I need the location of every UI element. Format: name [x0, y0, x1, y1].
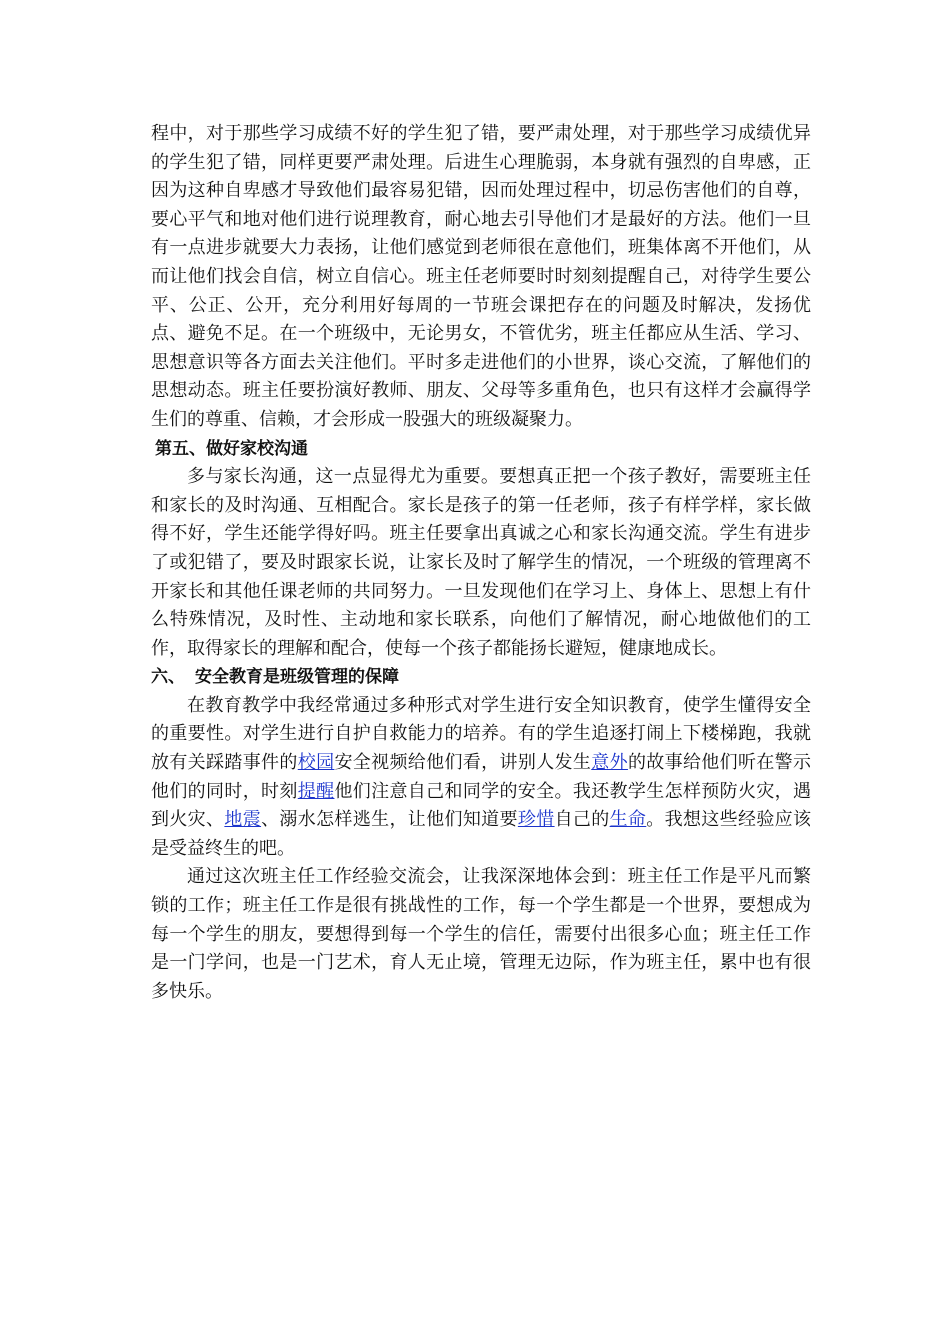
life-link[interactable]: 生命 [609, 809, 647, 831]
home-school-paragraph: 多与家长沟通，这一点显得尤为重要。要想真正把一个孩子教好，需要班主任和家长的及时沟通、互相配合。家长是孩子的第一任老师，孩子有样学样，家长做得不好，学生还能学得好吗。班主任要拿出真诚之心和家长沟通交流。学生有进步了或犯错了，要及时跟家长说，让家长及时了解学生的情况，一个班级的管理离不开家长和其他任课老师的共同努力。一旦发现他们在学习上、身体上、思想上有什么特殊情况，及时性、主动地和家长联系，向他们了解情况，耐心地做他们的工作，取得家长的理解和配合，使每一个孩子都能扬长避短，健康地成长。 [151, 466, 811, 659]
cherish-link[interactable]: 珍惜 [517, 809, 555, 831]
campus-link[interactable]: 校园 [297, 752, 335, 774]
continued-paragraph: 程中，对于那些学习成绩不好的学生犯了错，要严肃处理，对于那些学习成绩优异的学生犯了错，同样更要严肃处理。后进生心理脆弱，本身就有强烈的自卑感，正因为这种自卑感才导致他们最容易犯错，因而处理过程中，切忌伤害他们的自尊，要心平气和地对他们进行说理教育，耐心地去引导他们才是最好的方法。他们一旦有一点进步就要大力表扬，让他们感觉到老师很在意他们，班集体离不开他们，从而让他们找会自信，树立自信心。班主任老师要时时刻刻提醒自己，对待学生要公平、公正、公开，充分利用好每周的一节班会课把存在的问题及时解决，发扬优点、避免不足。在一个班级中，无论男女，不管优劣，班主任都应从生活、学习、思想意识等各方面去关注他们。平时多走进他们的小世界，谈心交流，了解他们的思想动态。班主任要扮演好教师、朋友、父母等多重角色，也只有这样才会赢得学生们的尊重、信赖，才会形成一股强大的班级凝聚力。 [151, 123, 811, 430]
safety-text: 在教育教学中我经常通过多种形式对学生进行安全知识教育，使学生懂得安全的重要性。对学生进行自护自救能力的培养。有的学生追逐打闹上下楼梯跑，我就放有关踩踏事件的 [151, 694, 811, 774]
safety-text: 的故事给他们听在警示他们的同时，时刻 [151, 752, 812, 802]
section-heading-5: 第五、做好家校沟通 [155, 438, 308, 459]
safety-text: 安全视频给他们看，讲别人发生 [334, 752, 592, 774]
safety-paragraph [151, 692, 811, 864]
safety-text: 。我想这些经验应该是受益终生的吧。 [151, 809, 812, 859]
safety-text: 、溺水怎样逃生，让他们知道要 [261, 809, 518, 831]
earthquake-link[interactable]: 地震 [224, 809, 262, 831]
conclusion-paragraph: 通过这次班主任工作经验交流会，让我深深地体会到：班主任工作是平凡而繁锁的工作；班主任工作是很有挑战性的工作，每一个学生都是一个世界，要想成为每一个学生的朋友，要想得到每一个学生的信任，需要付出很多心血；班主任工作是一门学问，也是一门艺术，育人无止境，管理无边际，作为班主任，累中也有很多快乐。 [151, 866, 811, 1002]
safety-text: 他们注意自己和同学的安全。我还教学生怎样预防火灾，遇到火灾、 [151, 780, 812, 831]
safety-text: 自己的 [554, 809, 610, 831]
section-heading-6 [151, 663, 811, 692]
section-number: 六、 [151, 667, 185, 688]
document-page [151, 120, 811, 1006]
accident-link[interactable]: 意外 [591, 752, 628, 774]
remind-link[interactable]: 提醒 [297, 780, 335, 802]
section-title: 安全教育是班级管理的保障 [195, 667, 399, 688]
